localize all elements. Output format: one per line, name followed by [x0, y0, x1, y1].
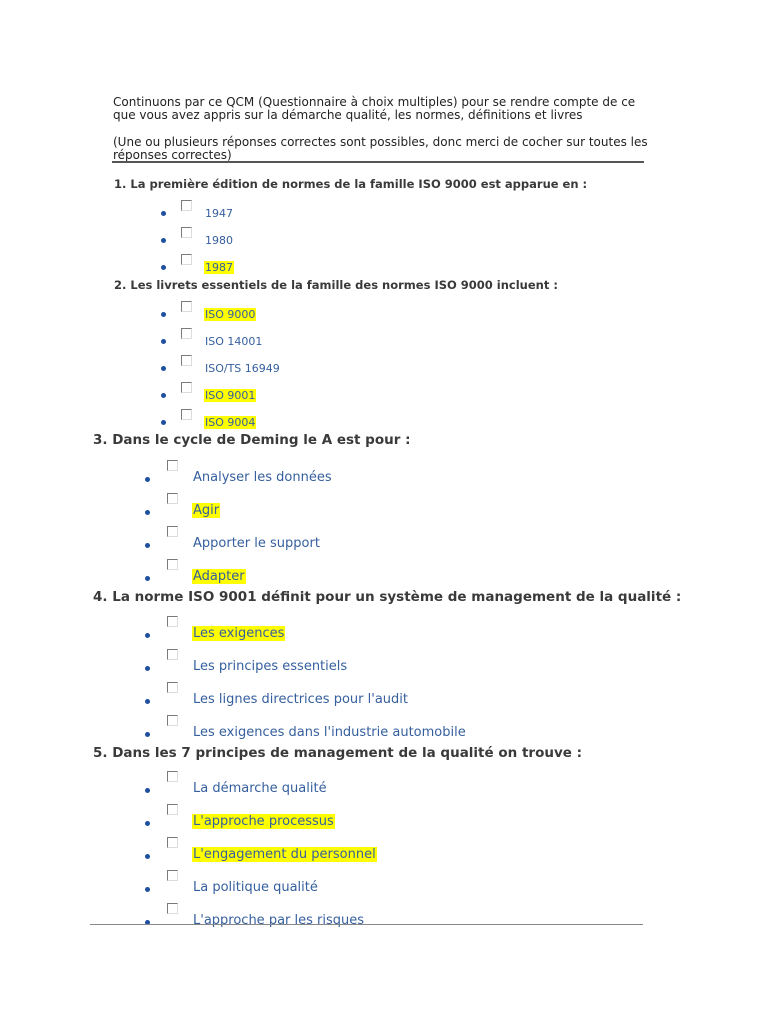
option-label: La démarche qualité	[193, 781, 327, 796]
checkbox[interactable]	[181, 200, 192, 211]
bottom-divider	[90, 924, 643, 925]
checkbox[interactable]	[167, 649, 178, 660]
bullet-icon	[145, 576, 150, 581]
option-label: Les lignes directrices pour l'audit	[193, 692, 408, 707]
option-label: 1980	[205, 234, 233, 247]
bullet-icon	[145, 510, 150, 515]
option-label: ISO/TS 16949	[205, 362, 280, 375]
bullet-icon	[161, 393, 166, 398]
bullet-icon	[145, 887, 150, 892]
option-label: 1987	[205, 261, 233, 274]
checkbox[interactable]	[181, 227, 192, 238]
checkbox[interactable]	[167, 559, 178, 570]
checkbox[interactable]	[181, 409, 192, 420]
checkbox[interactable]	[167, 771, 178, 782]
checkbox[interactable]	[181, 355, 192, 366]
checkbox[interactable]	[167, 616, 178, 627]
option-label: Les exigences dans l'industrie automobile	[193, 725, 466, 740]
checkbox[interactable]	[181, 328, 192, 339]
option-label: ISO 9001	[205, 389, 256, 402]
bullet-icon	[161, 366, 166, 371]
question-3-title: 3. Dans le cycle de Deming le A est pour :	[93, 432, 411, 448]
intro-note: (Une ou plusieurs réponses correctes sont possibles, donc merci de cocher sur toutes les réponses correctes)	[113, 135, 648, 162]
intro-text	[113, 96, 653, 162]
bullet-icon	[161, 339, 166, 344]
checkbox[interactable]	[167, 526, 178, 537]
option-label: L'engagement du personnel	[193, 847, 376, 862]
option-label: Les principes essentiels	[193, 659, 348, 674]
checkbox[interactable]	[167, 804, 178, 815]
checkbox[interactable]	[167, 460, 178, 471]
checkbox[interactable]	[167, 903, 178, 914]
option-label: Analyser les données	[193, 470, 332, 485]
question-4-title: 4. La norme ISO 9001 définit pour un système de management de la qualité :	[93, 589, 682, 605]
option-label: Agir	[193, 503, 220, 518]
option-label: La politique qualité	[193, 880, 318, 895]
checkbox[interactable]	[181, 254, 192, 265]
option-label: ISO 14001	[205, 335, 263, 348]
bullet-icon	[161, 312, 166, 317]
bullet-icon	[161, 265, 166, 270]
option-label: ISO 9004	[205, 416, 256, 429]
bullet-icon	[145, 543, 150, 548]
option-label: Les exigences	[193, 626, 285, 641]
bullet-icon	[145, 633, 150, 638]
bullet-icon	[145, 699, 150, 704]
option-label: ISO 9000	[205, 308, 256, 321]
divider	[112, 161, 644, 163]
option-label: 1947	[205, 207, 233, 220]
checkbox[interactable]	[167, 715, 178, 726]
question-5-title: 5. Dans les 7 principes de management de la qualité on trouve :	[93, 745, 583, 761]
checkbox[interactable]	[167, 837, 178, 848]
option-label: L'approche par les risques	[193, 913, 365, 928]
intro-paragraph: Continuons par ce QCM (Questionnaire à choix multiples) pour se rendre compte de ce que vous avez appris sur la démarche qualité, les normes, définitions et livres	[113, 95, 636, 122]
option-label: Apporter le support	[193, 536, 320, 551]
bullet-icon	[145, 477, 150, 482]
checkbox[interactable]	[167, 870, 178, 881]
question-2-title: 2. Les livrets essentiels de la famille des normes ISO 9000 incluent :	[114, 278, 558, 292]
checkbox[interactable]	[181, 301, 192, 312]
option-label: Adapter	[193, 569, 245, 584]
checkbox[interactable]	[167, 682, 178, 693]
bullet-icon	[161, 420, 166, 425]
bullet-icon	[145, 821, 150, 826]
bullet-icon	[161, 211, 166, 216]
checkbox[interactable]	[181, 382, 192, 393]
bullet-icon	[145, 854, 150, 859]
question-1-title: 1. La première édition de normes de la famille ISO 9000 est apparue en :	[114, 177, 588, 191]
bullet-icon	[145, 666, 150, 671]
bullet-icon	[145, 788, 150, 793]
checkbox[interactable]	[167, 493, 178, 504]
option-label: L'approche processus	[193, 814, 334, 829]
bullet-icon	[161, 238, 166, 243]
bullet-icon	[145, 732, 150, 737]
